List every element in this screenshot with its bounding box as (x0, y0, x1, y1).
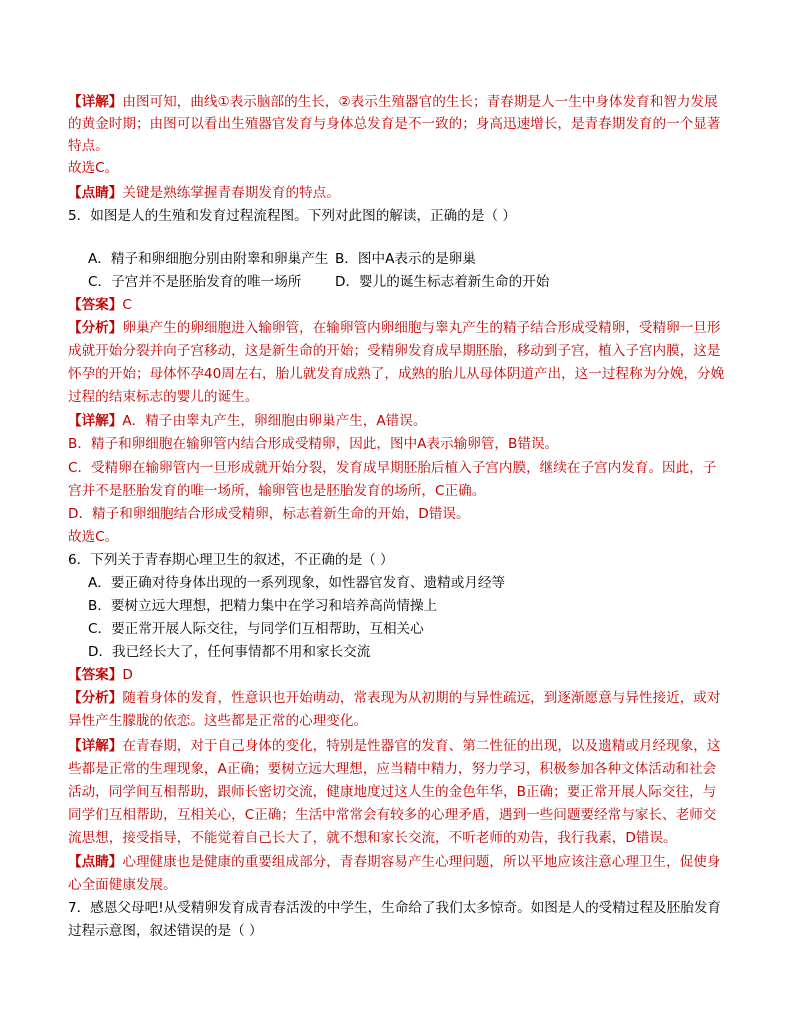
q5-option-a: A．精子和卵细胞分别由附睾和卵巢产生 (88, 251, 329, 267)
answer-tag: 【答案】 (68, 667, 123, 683)
answer-value: D (122, 667, 133, 683)
q4-detail-line-3: 特点。 (68, 138, 109, 154)
q4-detail-line-1 (68, 91, 718, 113)
q5-option-c: C．子宫并不是胚胎发育的唯一场所 (88, 274, 302, 290)
q5-option-d: D．婴儿的诞生标志着新生命的开始 (335, 274, 550, 290)
q6-option-a: A．要正确对待身体出现的一系列现象，如性器官发育、遗精或月经等 (88, 575, 506, 591)
q6-stem: 6．下列关于青春期心理卫生的叙述，不正确的是（ ） (68, 552, 394, 568)
q5-detail-line-4: 宫并不是胚胎发育的唯一场所，输卵管也是胚胎发育的场所，C正确。 (68, 483, 486, 499)
q5-answer (68, 294, 132, 316)
detail-tag: 【详解】 (68, 738, 123, 754)
detail-text: A．精子由睾丸产生，卵细胞由卵巢产生，A错误。 (122, 413, 427, 429)
q6-detail-line-4: 同学们互相帮助，互相关心，C正确；生活中常常会有较多的心理矛盾，遇到一些问题要经常与家长、老师交 (68, 807, 717, 823)
q6-analysis-line-2: 异性产生朦胧的依恋。这些都是正常的心理变化。 (68, 713, 368, 729)
q6-answer (68, 664, 133, 686)
point-tag: 【点睛】 (68, 854, 123, 870)
q7-stem-line-1: 7．感恩父母吧!从受精卵发育成青春活泼的中学生，生命给了我们太多惊奇。如图是人的受精过程及胚胎发育 (68, 900, 722, 916)
analysis-tag: 【分析】 (68, 320, 123, 336)
q6-detail-line-1 (68, 735, 721, 757)
q5-analysis-line-4: 过程的结束标志的婴儿的诞生。 (68, 389, 259, 405)
answer-value: C (122, 297, 132, 313)
detail-text: 在青春期，对于自己身体的变化，特别是性器官的发育、第二性征的出现，以及遗精或月经现象，这 (122, 738, 721, 754)
answer-tag: 【答案】 (68, 297, 123, 313)
q5-detail-line-1 (68, 410, 426, 432)
analysis-text: 随着身体的发育，性意识也开始萌动，常表现为从初期的与异性疏远，到逐渐愿意与异性接近，或对 (122, 690, 721, 706)
q5-analysis-line-1 (68, 317, 721, 339)
q6-option-c: C．要正常开展人际交往，与同学们互相帮助，互相关心 (88, 621, 424, 637)
detail-tag: 【详解】 (68, 94, 123, 110)
q5-stem: 5．如图是人的生殖和发育过程流程图。下列对此图的解读，正确的是（ ） (68, 208, 516, 224)
q5-analysis-line-2: 成就开始分裂并向子宫移动，这是新生命的开始；受精卵发育成早期胚胎，移动到子宫，植入子宫内膜，这是 (68, 343, 721, 359)
q6-point-line-2: 心全面健康发展。 (68, 877, 177, 893)
q5-choose: 故选C。 (68, 529, 119, 545)
detail-text: 由图可知，曲线①表示脑部的生长，②表示生殖器官的生长；青春期是人一生中身体发育和智力发展 (122, 94, 718, 110)
q6-detail-line-2: 些都是正常的生理现象，A正确；要树立远大理想，应当精中精力，努力学习，积极参加各种文体活动和社会 (68, 761, 717, 777)
analysis-tag: 【分析】 (68, 690, 123, 706)
point-text: 关键是熟练掌握青春期发育的特点。 (122, 185, 340, 201)
q4-point (68, 182, 340, 204)
point-tag: 【点睛】 (68, 185, 123, 201)
q6-point-line-1 (68, 851, 721, 873)
q6-analysis-line-1 (68, 687, 721, 709)
q6-detail-line-3: 活动，同学间互相帮助，跟师长密切交流，健康地度过这人生的金色年华，B正确；要正常开展人际交往，与 (68, 784, 717, 800)
q6-option-b: B．要树立远大理想，把精力集中在学习和培养高尚情操上 (88, 598, 438, 614)
q5-analysis-line-3: 怀孕的开始；母体怀孕40周左右，胎儿就发育成熟了，成熟的胎儿从母体阴道产出，这一过程称为分娩，分娩 (68, 366, 725, 382)
q5-option-b: B．图中A表示的是卵巢 (335, 251, 476, 267)
detail-tag: 【详解】 (68, 413, 123, 429)
q4-detail-line-2: 的黄金时期；由图可以看出生殖器官发育与身体总发育是不一致的；身高迅速增长，是青春期发育的一个显著 (68, 116, 721, 132)
q5-detail-line-5: D．精子和卵细胞结合形成受精卵，标志着新生命的开始，D错误。 (68, 506, 470, 522)
analysis-text: 卵巢产生的卵细胞进入输卵管，在输卵管内卵细胞与睾丸产生的精子结合形成受精卵，受精卵一旦形 (122, 320, 721, 336)
q5-detail-line-2: B．精子和卵细胞在输卵管内结合形成受精卵，因此，图中A表示输卵管，B错误。 (68, 436, 559, 452)
q5-detail-line-3: C．受精卵在输卵管内一旦形成就开始分裂，发育成早期胚胎后植入子宫内膜，继续在子宫内发育。因此，子 (68, 460, 717, 476)
q6-option-d: D．我已经长大了，任何事情都不用和家长交流 (88, 644, 371, 660)
q6-detail-line-5: 流思想，接受指导，不能觉着自己长大了，就不想和家长交流，不听老师的劝告，我行我素，D错误。 (68, 830, 677, 846)
q4-choose: 故选C。 (68, 160, 119, 176)
point-text: 心理健康也是健康的重要组成部分，青春期容易产生心理问题，所以平地应该注意心理卫生，促使身 (122, 854, 721, 870)
q7-stem-line-2: 过程示意图，叙述错误的是（ ） (68, 923, 263, 939)
